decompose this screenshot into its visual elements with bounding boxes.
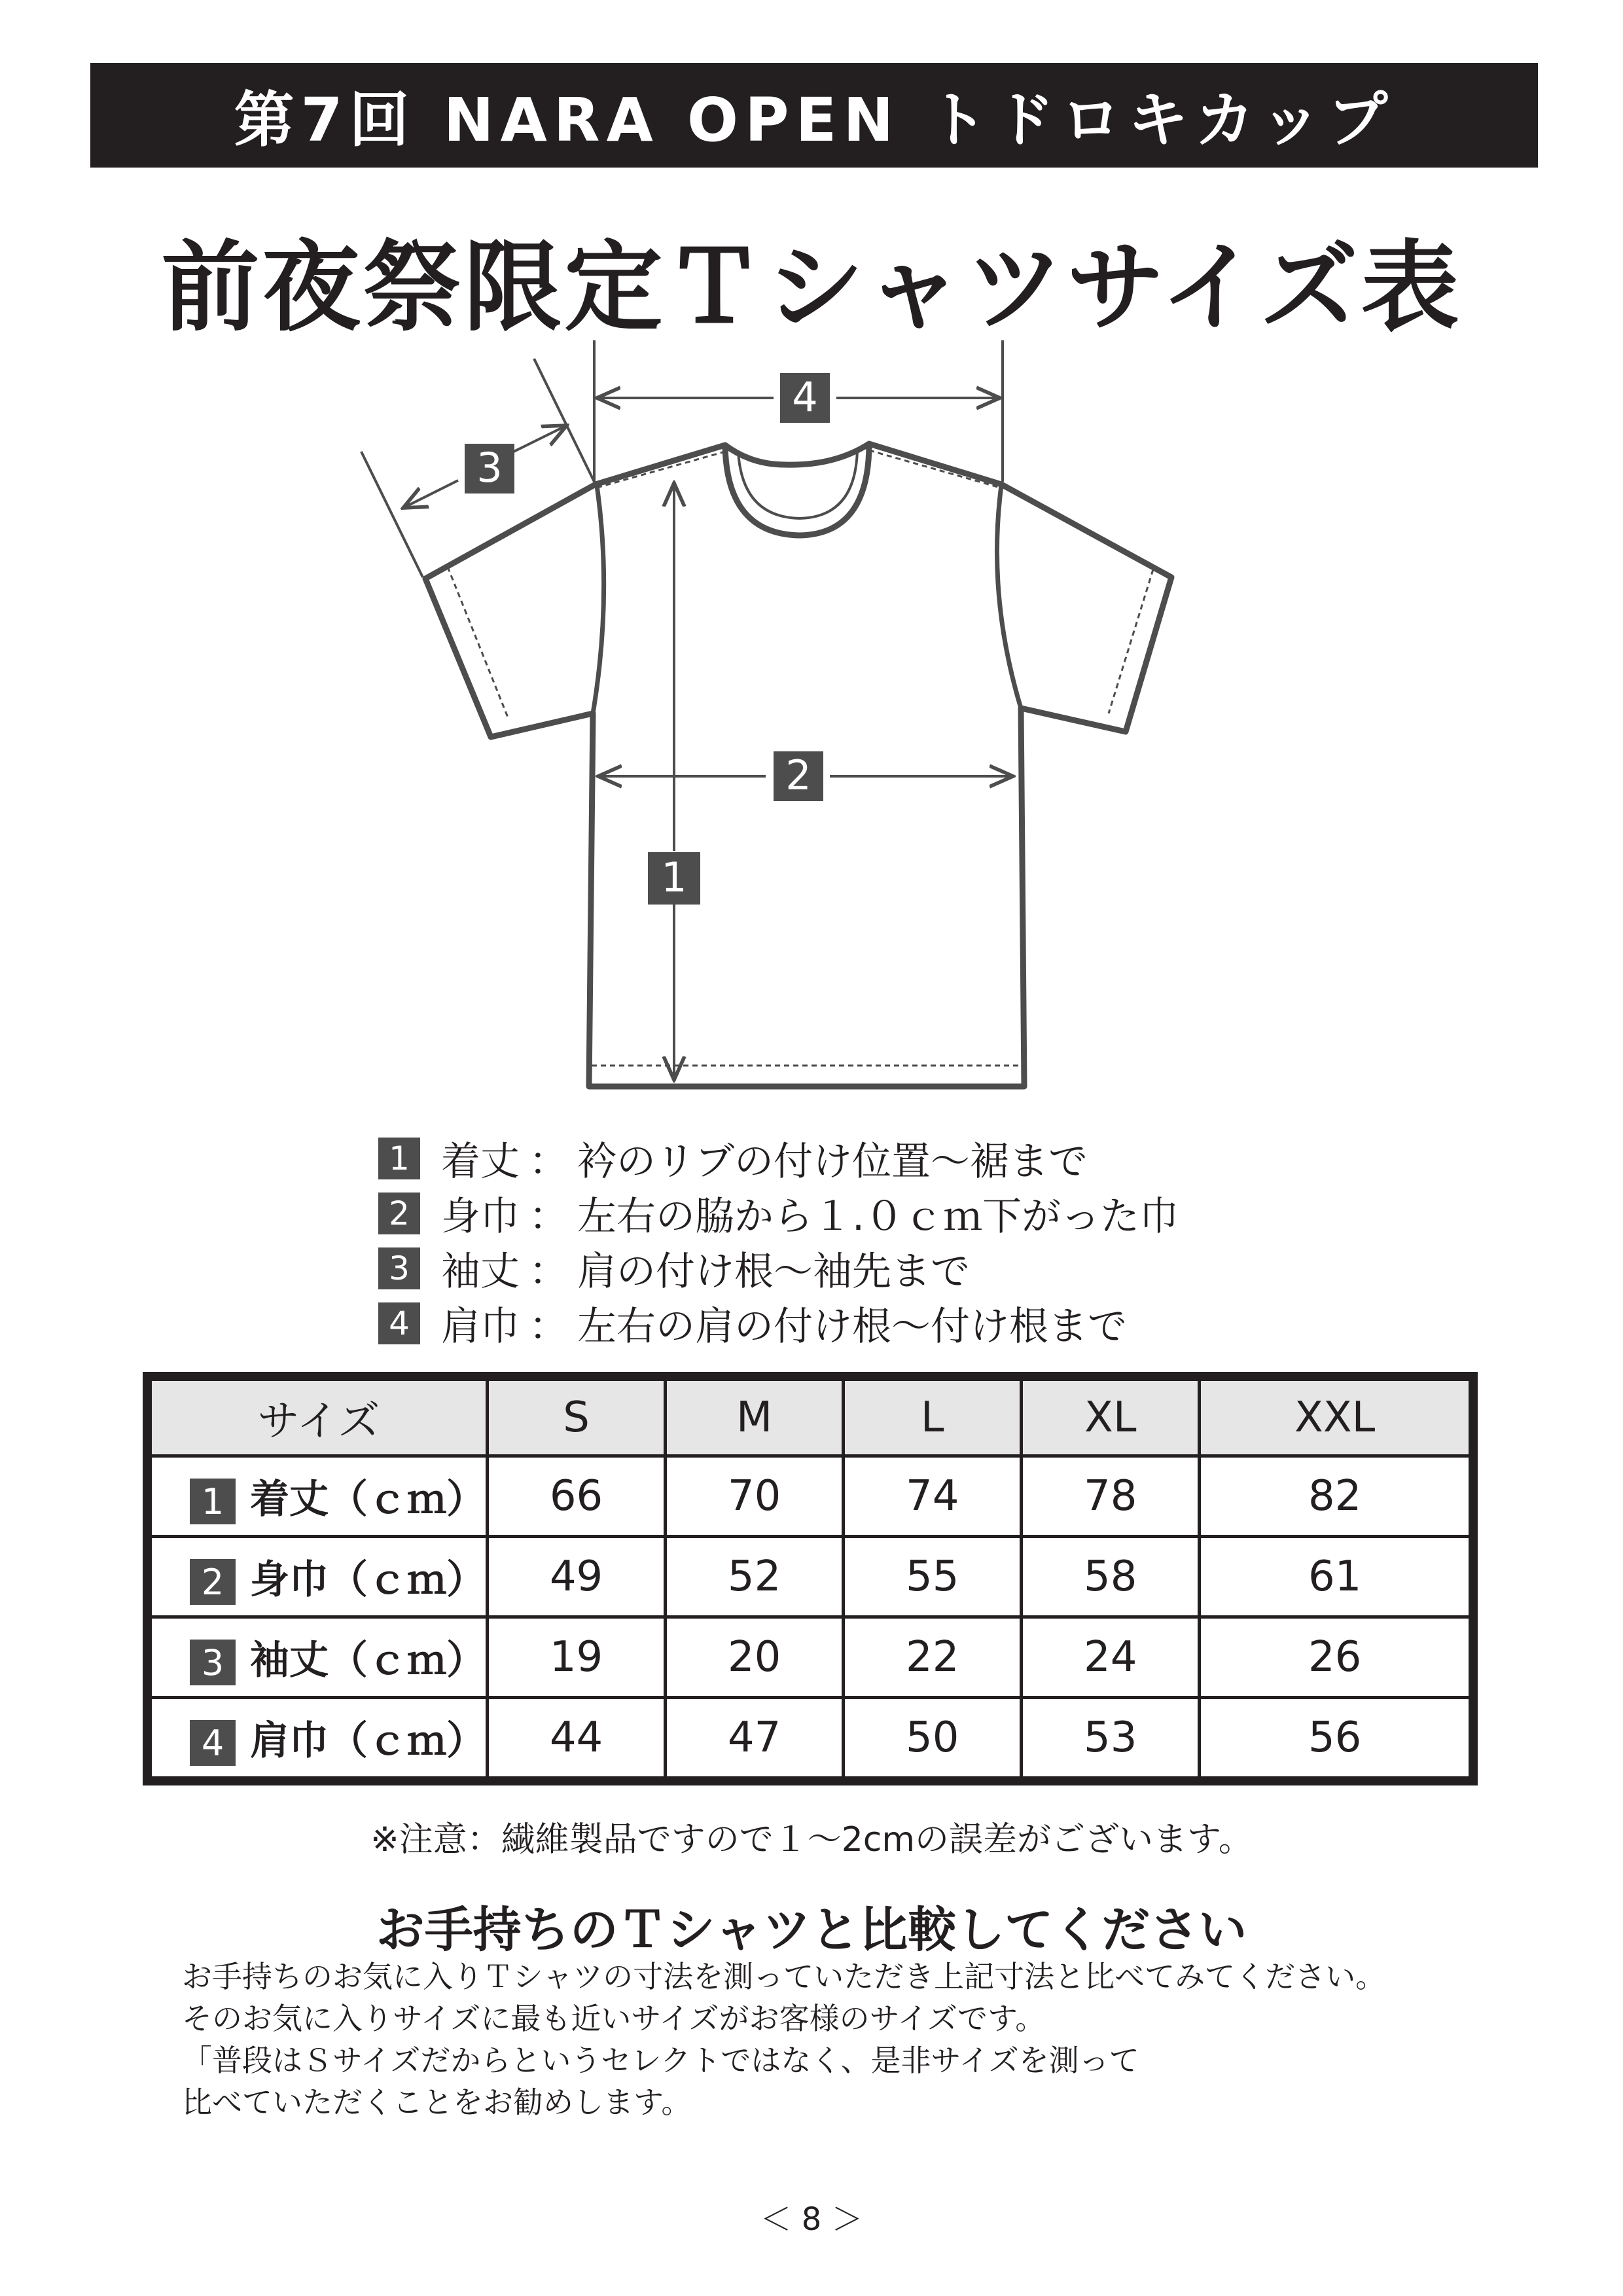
legend-separator: ： xyxy=(529,1249,568,1295)
row-label-text: 袖丈（ｃｍ） xyxy=(250,1637,486,1683)
table-cell: 66 xyxy=(488,1456,666,1537)
row-badge: 2 xyxy=(190,1559,236,1605)
table-row xyxy=(147,1617,1473,1698)
table-header-cell: XL xyxy=(1022,1376,1200,1456)
table-header-cell: M xyxy=(666,1376,844,1456)
page-number: ＜ 8 ＞ xyxy=(760,2201,863,2238)
legend-badge: 2 xyxy=(378,1193,420,1234)
dim-4-label: 4 xyxy=(792,373,818,421)
table-cell: 26 xyxy=(1200,1617,1473,1698)
table-cell: 22 xyxy=(844,1617,1022,1698)
row-label-text: 着丈（ｃｍ） xyxy=(250,1476,486,1522)
legend-separator: ： xyxy=(529,1194,568,1240)
compare-instructions xyxy=(182,1956,1491,2123)
table-cell: 61 xyxy=(1200,1537,1473,1617)
row-badge: 4 xyxy=(190,1720,236,1766)
table-cell: 56 xyxy=(1200,1698,1473,1782)
instruction-line: 比べていただくことをお勧めします。 xyxy=(182,2085,692,2120)
row-label-text: 肩巾（ｃｍ） xyxy=(250,1717,486,1764)
row-badge: 3 xyxy=(190,1640,236,1685)
legend-item-body-width xyxy=(378,1186,1179,1241)
legend-name: 肩巾 xyxy=(441,1304,520,1350)
tolerance-note: ※注意：繊維製品ですので１～2cmの誤差がございます。 xyxy=(370,1820,1253,1859)
table-cell: 44 xyxy=(488,1698,666,1782)
instruction-line: お手持ちのお気に入りＴシャツの寸法を測っていただき上記寸法と比べてみてください。 xyxy=(182,1959,1386,1994)
table-cell: 50 xyxy=(844,1698,1022,1782)
legend-badge: 4 xyxy=(378,1302,420,1344)
legend-badge: 3 xyxy=(378,1247,420,1289)
row-label-text: 身巾（ｃｍ） xyxy=(250,1556,486,1603)
row-label xyxy=(147,1617,488,1698)
table-header-cell: XXL xyxy=(1200,1376,1473,1456)
table-header-cell: S xyxy=(488,1376,666,1456)
row-label xyxy=(147,1456,488,1537)
legend-name: 袖丈 xyxy=(441,1249,520,1295)
table-cell: 19 xyxy=(488,1617,666,1698)
legend-item-length xyxy=(378,1131,1179,1186)
legend-desc: 肩の付け根～袖先まで xyxy=(577,1249,970,1295)
legend-badge: 1 xyxy=(378,1138,420,1179)
table-cell: 78 xyxy=(1022,1456,1200,1537)
table-cell: 52 xyxy=(666,1537,844,1617)
dim-2-label: 2 xyxy=(785,751,812,799)
event-banner xyxy=(90,63,1538,168)
legend-desc: 左右の脇から１.０ｃｍ下がった巾 xyxy=(577,1194,1179,1240)
compare-heading: お手持ちのＴシャツと比較してください xyxy=(376,1902,1247,1958)
table-cell: 53 xyxy=(1022,1698,1200,1782)
row-label xyxy=(147,1537,488,1617)
legend-separator: ： xyxy=(529,1304,568,1350)
table-cell: 20 xyxy=(666,1617,844,1698)
legend-item-shoulder-width xyxy=(378,1296,1179,1351)
table-cell: 47 xyxy=(666,1698,844,1782)
table-header-row xyxy=(147,1376,1473,1456)
size-table xyxy=(143,1372,1478,1785)
legend-desc: 左右の肩の付け根～付け根まで xyxy=(577,1304,1127,1350)
dim-1-label: 1 xyxy=(661,853,687,901)
table-row xyxy=(147,1698,1473,1782)
table-cell: 74 xyxy=(844,1456,1022,1537)
row-badge: 1 xyxy=(190,1479,236,1524)
table-cell: 24 xyxy=(1022,1617,1200,1698)
table-header-cell: サイズ xyxy=(147,1376,488,1456)
tshirt-diagram xyxy=(0,321,1623,1126)
table-row xyxy=(147,1456,1473,1537)
table-cell: 58 xyxy=(1022,1537,1200,1617)
legend-item-sleeve-length xyxy=(378,1241,1179,1296)
table-header-cell: L xyxy=(844,1376,1022,1456)
legend-name: 着丈 xyxy=(441,1139,520,1185)
table-cell: 55 xyxy=(844,1537,1022,1617)
table-cell: 70 xyxy=(666,1456,844,1537)
banner-text: 第7回 NARA OPEN トドロキカップ xyxy=(234,85,1395,155)
legend-desc: 衿のリブの付け位置～裾まで xyxy=(577,1139,1088,1185)
measurement-legend xyxy=(378,1131,1179,1351)
table-cell: 82 xyxy=(1200,1456,1473,1537)
instruction-line: そのお気に入りサイズに最も近いサイズがお客様のサイズです。 xyxy=(182,2001,1046,2036)
row-label xyxy=(147,1698,488,1782)
instruction-line: 「普段はＳサイズだからというセレクトではなく、是非サイズを測って xyxy=(182,2043,1139,2078)
legend-name: 身巾 xyxy=(441,1194,520,1240)
table-cell: 49 xyxy=(488,1537,666,1617)
table-row xyxy=(147,1537,1473,1617)
page-title: 前夜祭限定Ｔシャツサイズ表 xyxy=(161,231,1462,345)
legend-separator: ： xyxy=(529,1139,568,1185)
dim-3-label: 3 xyxy=(476,444,503,492)
